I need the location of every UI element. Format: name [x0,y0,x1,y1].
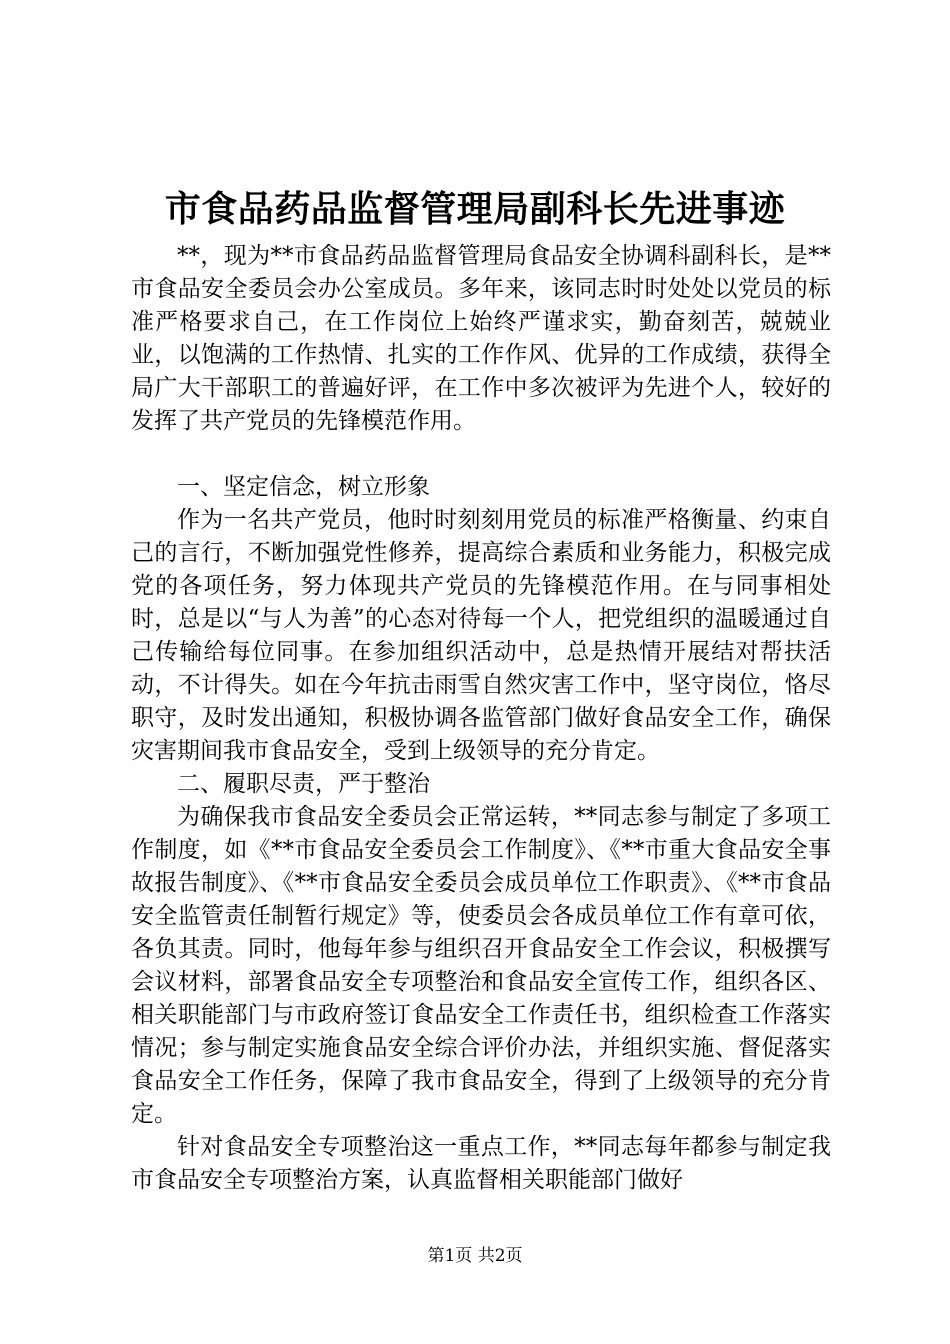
section-1-paragraph: 作为一名共产党员，他时时刻刻用党员的标准严格衡量、约束自己的言行，不断加强党性修养，提高综合素质和业务能力，积极完成党的各项任务，努力体现共产党员的先锋模范作用。在与同事相处时，总是以“与人为善”的心态对待每一个人，把党组织的温暖通过自己传输给每位同事。在参加组织活动中，总是热情开展结对帮扶活动，不计得失。如在今年抗击雨雪自然灾害工作中，坚守岗位，恪尽职守，及时发出通知，积极协调各监管部门做好食品安全工作，确保灾害期间我市食品安全，受到上级领导的充分肯定。 [131,507,831,764]
intro-paragraph: **，现为**市食品药品监督管理局食品安全协调科副科长，是**市食品安全委员会办公室成员。多年来，该同志时时处处以党员的标准严格要求自己，在工作岗位上始终严谨求实，勤奋刻苦，兢兢业业，以饱满的工作热情、扎实的工作作风、优异的工作成绩，获得全局广大干部职工的普遍好评，在工作中多次被评为先进个人，较好的发挥了共产党员的先锋模范作用。 [131,243,831,434]
section-2-paragraph-1: 为确保我市食品安全委员会正常运转，**同志参与制定了多项工作制度，如《**市食品安全委员会工作制度》、《**市重大食品安全事故报告制度》、《**市食品安全委员会成员单位工作职责》、《**市食品安全监管责任制暂行规定》等，使委员会各成员单位工作有章可依，各负其责。同时，他每年参与组织召开食品安全工作会议，积极撰写会议材料，部署食品安全专项整治和食品安全宣传工作，组织各区、相关职能部门与市政府签订食品安全工作责任书，组织检查工作落实情况；参与制定实施食品安全综合评价办法，并组织实施、督促落实食品安全工作任务，保障了我市食品安全，得到了上级领导的充分肯定。 [131,804,831,1127]
document-title: 市食品药品监督管理局副科长先进事迹 [164,188,786,230]
section-2-paragraph-2: 针对食品安全专项整治这一重点工作，**同志每年都参与制定我市食品安全专项整治方案，认真监督相关职能部门做好 [131,1134,831,1193]
paragraph-spacer [131,438,831,471]
document-body [131,240,831,1197]
page-footer: 第1页 共2页 [427,1246,523,1266]
section-heading-2: 二、履职尽责，严于整治 [177,771,430,797]
section-heading-1: 一、坚定信念，树立形象 [177,474,430,500]
